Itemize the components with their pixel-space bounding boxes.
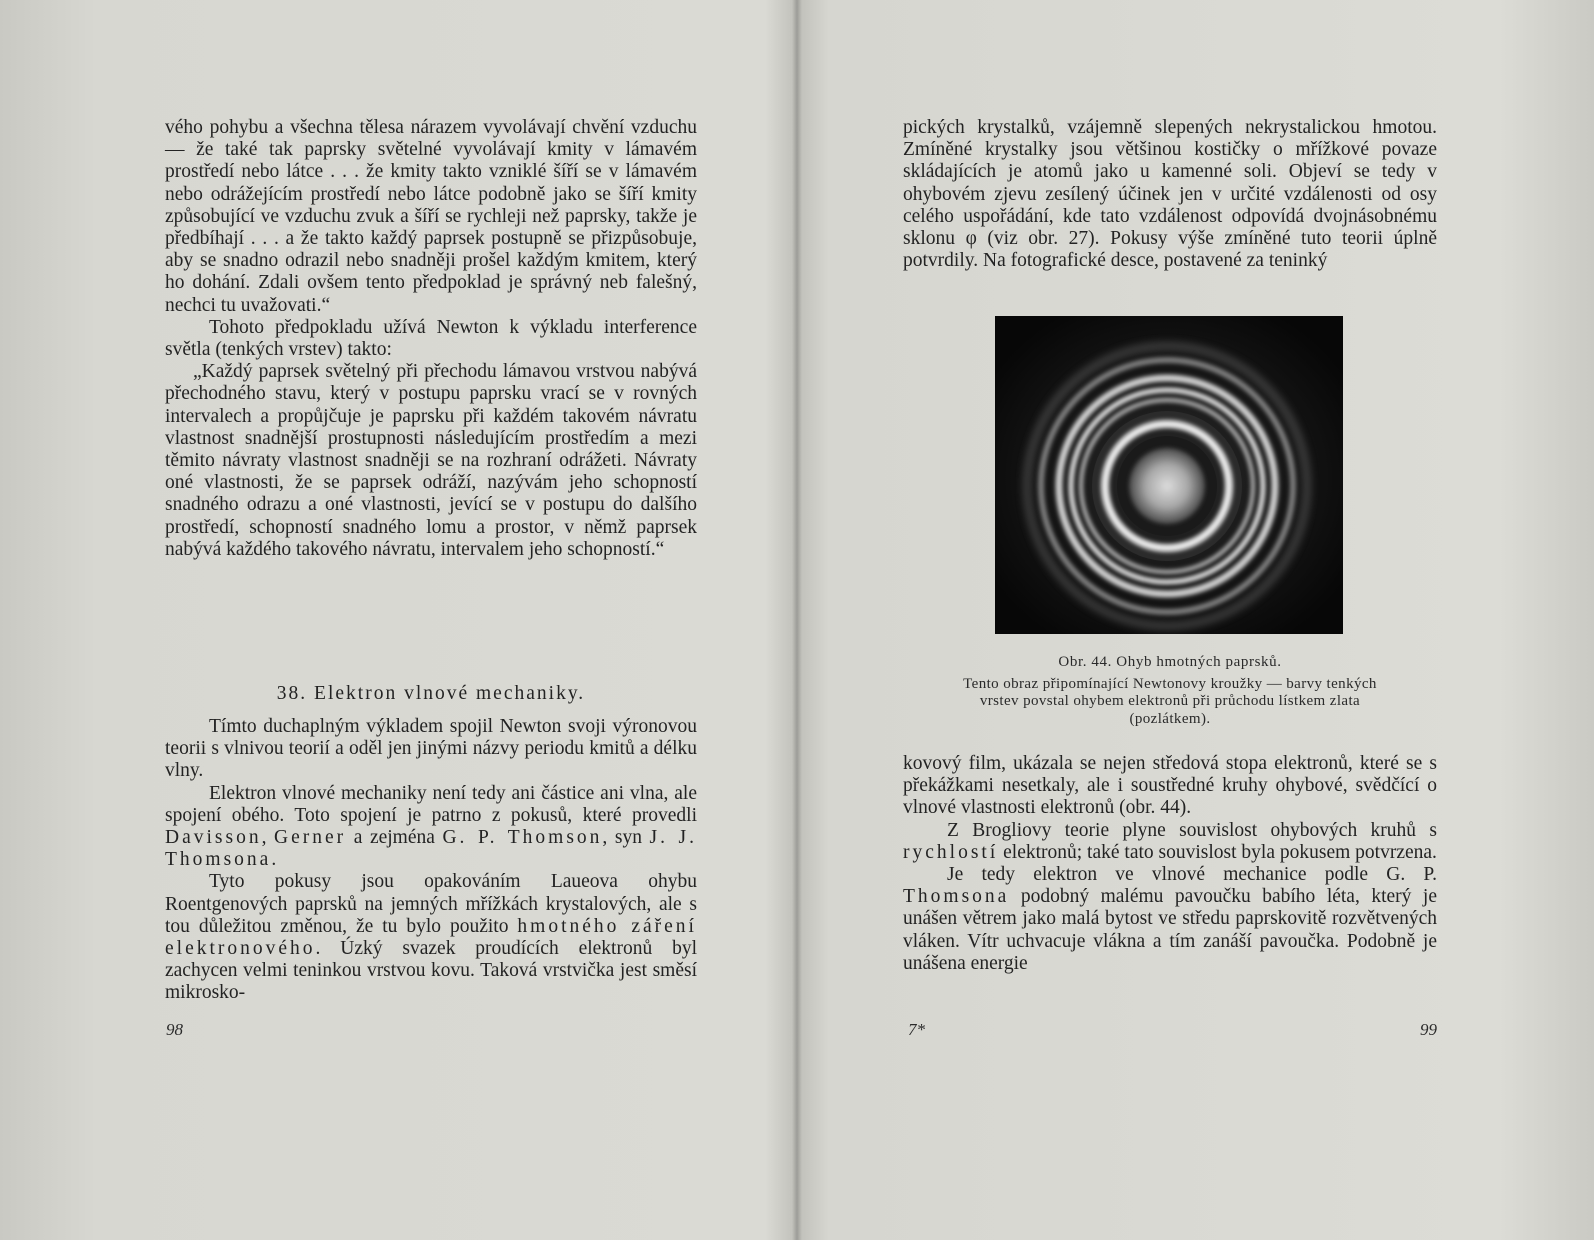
text-run: . Úzký svazek proudících elektronů byl zachycen velmi teninkou vrstvou kovu. Taková vrstvička jest směsí mikrosko- (165, 938, 697, 1004)
paragraph-broglie (903, 820, 1437, 864)
text-run: Elektron vlnové mechaniky není tedy ani částice ani vlna, ale spojení obého. Toto spojení je patrno z pokusů, které provedli (165, 782, 697, 826)
diffraction-rings-image (995, 316, 1343, 634)
paragraph-kovovy-film: kovový film, ukázala se nejen středová stopa elektronů, které se s překážkami nesetkaly, ale i soustředné kruhy ohybové, svědčící o vlnové vlastnosti elektronů (obr. 44). (903, 753, 1437, 819)
text-run: podobný malému pavoučku babího léta, který je unášen větrem jako malá bytost ve středu paprskovitě rozvětvených vláken. Vítr uchvacuje vlákna a tím zanáší pavoučka. Podobně je unášena energie (903, 886, 1437, 974)
name-gp-thomson: G. P. Thomson (442, 827, 603, 849)
text-run: , (261, 827, 275, 849)
name-thomsona: Thomsona (903, 886, 1010, 908)
text-run: Tyto pokusy jsou opakováním Laueova ohybu Roentgenových paprsků na jemných mřížkách krystalových, ale s tou důležitou změnou, že tu bylo použito (165, 871, 697, 937)
paragraph-newton-quote: „Každý paprsek světelný při přechodu lámavou vrstvou nabývá přechodného stavu, který v postupu paprsku vrací se v rovných intervalech a propůjčuje je paprsku při každém takovém návratu vlastnost snadnější prostupnosti následujícím prostředím a mezi těmito návraty vlastnost snadněji se na rozhraní odrážeti. Návraty oné vlastnosti, že se paprsek odráží, nazývám jeho schopností snadného odrazu a oné vlastnosti, jevící se v postupu do dalšího prostředí, schopností snadného lomu a prostor, v němž paprsek nabývá každého takového návratu, intervalem jeho schopností.“ (165, 361, 697, 560)
text-run: Z Brogliovy teorie plyne souvislost ohybových kruhů s (947, 819, 1437, 841)
paragraph-newton-theory: Tímto duchaplným výkladem spojil Newton svoji výronovou teorii s vlnivou teorií a oděl jen jinými názvy periodu kmitů a délku vlny. (165, 716, 697, 782)
text-run: , syn (602, 827, 650, 849)
figure-caption-title: Obr. 44. Ohyb hmotných paprsků. (1058, 654, 1282, 670)
page-number-right: 99 (1420, 1020, 1437, 1039)
emphasis-rychlosti: rychlostí (903, 841, 999, 863)
figure-caption (903, 654, 1437, 728)
name-jj-thomson: J. J. Thomsona (165, 827, 698, 871)
page-number-left: 98 (166, 1020, 183, 1039)
signature-mark: 7* (908, 1020, 925, 1039)
paragraph-pavoucek (903, 864, 1437, 975)
text-run: . (271, 849, 277, 871)
left-page-text-top (165, 117, 697, 561)
right-page (800, 0, 1594, 1240)
paragraph-elektron (165, 783, 697, 872)
paragraph-pokusy (165, 871, 697, 1004)
left-page (0, 0, 796, 1240)
electron-diffraction-photo (995, 316, 1343, 634)
figure-caption-body: Tento obraz připomínající Newtonovy kroužky — barvy tenkých vrstev povstal ohybem elektronů při průchodu lístkem zlata (pozlátkem). (963, 675, 1377, 727)
paragraph-krystalky: pických krystalků, vzájemně slepených nekrystalickou hmotou. Zmíněné krystalky jsou většinou kostičky o mřížkové povaze skládajících je atomů jako u kamenné soli. Objeví se tedy v ohybovém zjevu zesílený účinek jen v určité vzdálenosti od osy celého uspořádání, kde tato vzdálenost odpovídá dvojnásobnému sklonu φ (viz obr. 27). Pokusy výše zmíněné tuto teorii úplně potvrdily. Na fotografické desce, postavené za teninký (903, 117, 1437, 272)
section-heading: 38. Elektron vlnové mechaniky. (276, 683, 586, 704)
right-page-text-top (903, 117, 1437, 272)
text-run: Je tedy elektron ve vlnové mechanice podle G. P. (947, 864, 1437, 886)
emphasis-hmotneho-zareni: hmotného záření elektronového (165, 915, 697, 960)
right-page-text-bottom (903, 753, 1437, 975)
text-run: a zejména (346, 827, 443, 849)
name-davisson: Davisson (165, 827, 262, 849)
paragraph-newton-interference: Tohoto předpokladu užívá Newton k výkladu interference světla (tenkých vrstev) takto: (165, 316, 697, 361)
name-gerner: Gerner (274, 827, 347, 849)
left-page-text-bottom (165, 716, 697, 1005)
paragraph-wave-motion: vého pohybu a všechna tělesa nárazem vyvolávají chvění vzduchu — že také tak paprsky světelné vyvolávají kmity v lámavém prostředí nebo látce . . . že kmity takto vzniklé šíří se v lámavém nebo odrážejícím prostředí nebo látce podobně jako se šíří kmity způsobující ve vzduchu zvuk a šíří se rychleji než paprsky, takže je předbíhají . . . a že takto každý paprsek postupně se přizpůsobuje, aby se snadno odrazil nebo snadněji prošel každým kmitem, který ho dohání. Zdali ovšem tento předpoklad je správný neb falešný, nechci tu uvažovati.“ (165, 117, 697, 316)
text-run: elektronů; také tato souvislost byla pokusem potvrzena. (998, 841, 1437, 863)
